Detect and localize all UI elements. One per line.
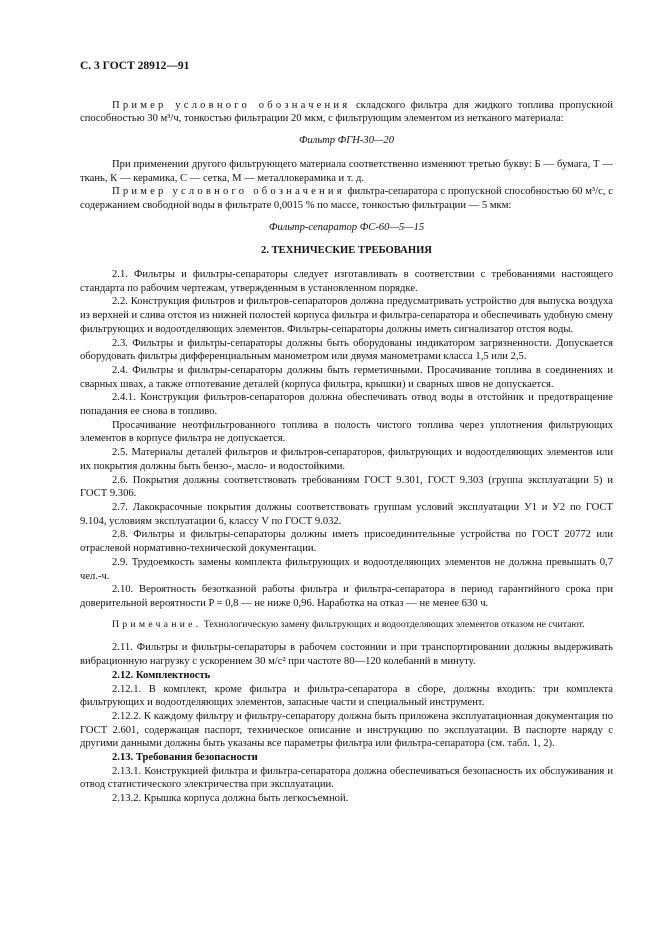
clause-2-8: 2.8. Фильтры и фильтры-сепараторы должны иметь присоединительные устройства по ГОСТ 20772 или отраслевой нормативно-технической документации. (80, 529, 613, 555)
designation-formula: Фильтр ФГН-30—20 (298, 135, 395, 147)
example-lead: Пример условного обозначения (112, 99, 351, 111)
clause-2-11: 2.11. Фильтры и фильтры-сепараторы в рабочем состоянии и при транспортировании должны выдерживать вибрационную нагрузку с ускорением 30 м/с² при частоте 80—120 колебаний в минуту. (80, 642, 613, 668)
clause-2-13-2: 2.13.2. Крышка корпуса должна быть легкосъемной. (112, 793, 349, 805)
clause-2-5: 2.5. Материалы деталей фильтров и фильтров-сепараторов, фильтрующих и водоотделяющих элементов или их покрытия должны быть бензо-, масло- и водостойкими. (80, 447, 613, 472)
clause-2-1: 2.1. Фильтры и фильтры-сепараторы следует изготавливать в соответствии с требованиями настоящего стандарта по рабочим чертежам, утвержденным в установленном порядке. (80, 269, 613, 294)
subsection-title-completeness: 2.12. Комплектность (112, 669, 211, 681)
section-title: 2. ТЕХНИЧЕСКИЕ ТРЕБОВАНИЯ (261, 245, 432, 257)
example-text: складского фильтра для жидкого топлива пропускной способностью 30 м³/ч, тонкостью фильтрации 20 мкм, с фильтрующим элементом из нетканого материала: (80, 99, 613, 125)
clause-2-12-2: 2.12.2. К каждому фильтру и фильтру-сепаратору должна быть приложена эксплуатационная документация по ГОСТ 2.601, содержащая паспорт, техническое описание и инструкцию по эксплуатации. В паспорте наряду с другими данными должны быть указаны все параметры фильтра или фильтра-сепаратора (см. табл. 1, 2). (80, 710, 613, 750)
note (80, 619, 613, 632)
clause-2-4-1: 2.4.1. Конструкция фильтров-сепараторов должна обеспечивать отвод воды в отстойник и предотвращение попадания ее снова в топливо. (80, 392, 613, 418)
paragraph-other-material: При применении другого фильтрующего материала соответственно изменяют третью букву: Б — бумага, Т — ткань, К — керамика, С — сетка, М — металлокерамика и т. д. (80, 158, 613, 184)
page-header: С. 3 ГОСТ 28912—91 (80, 60, 190, 72)
example-paragraph-2 (80, 185, 613, 212)
clause-2-13-1: 2.13.1. Конструкцией фильтра и фильтра-сепаратора должна обеспечиваться безопасность их обслуживания и отвод статистического электричества при эксплуатации. (80, 765, 613, 791)
example-text: фильтра-сепаратора с пропускной способностью 60 м³/с, с содержанием свободной воды в фильтрате 0,0015 % по массе, тонкостью фильтрации — 5 мкм: (80, 186, 613, 211)
clause-2-3: 2.3. Фильтры и фильтры-сепараторы должны быть оборудованы индикатором загрязненности. Допускается оборудовать фильтры дифференциальным манометром или двумя манометрами класса 1,5 или 2,5. (80, 337, 613, 363)
clause-2-4-1-continuation: Просачивание неотфильтрованного топлива в полость чистого топлива через уплотнения фильтрующих элементов в корпусе фильтра не допускается. (80, 419, 613, 445)
subsection-title-safety: 2.13. Требования безопасности (112, 752, 258, 764)
clause-2-2: 2.2. Конструкция фильтров и фильтров-сепараторов должна предусматривать устройство для выпуска воздуха из верхней и слива отстоя из нижней полостей корпуса фильтра и фильтра-сепаратора и обеспечивать удобную смену фильтрующих и водоотделяющих элементов. Фильтры-сепараторы должны иметь сигнализатор отстоя воды. (80, 296, 613, 335)
example-paragraph-1 (80, 99, 613, 126)
document-page (80, 60, 613, 806)
clause-2-6: 2.6. Покрытия должны соответствовать требованиям ГОСТ 9.301, ГОСТ 9.303 (группа эксплуатации 5) и ГОСТ 9.306. (80, 474, 613, 500)
clause-2-10: 2.10. Вероятность безотказной работы фильтра и фильтра-сепаратора в период гарантийного срока при доверительной вероятности P = 0,8 — не ниже 0,96. Наработка на отказ — не менее 630 ч. (80, 584, 613, 609)
designation-formula: Фильтр-сепаратор ФС-60—5—15 (268, 221, 425, 233)
clause-2-9: 2.9. Трудоемкость замены комплекта фильтрующих и водоотделяющих элементов не должна превышать 0,7 чел.-ч. (80, 556, 613, 582)
clause-2-12-1: 2.12.1. В комплект, кроме фильтра и фильтра-сепаратора в сборе, должны входить: три комплекта фильтрующих и водоотделяющих элементов, запасные части и специальный инструмент. (80, 683, 613, 709)
note-label: Примечание. (112, 618, 202, 630)
example-lead: Пример условного обозначения (112, 186, 345, 198)
note-text: Технологическую замену фильтрующих и водоотделяющих элементов отказом не считают. (201, 618, 585, 630)
clause-2-7: 2.7. Лакокрасочные покрытия должны соответствовать группам условий эксплуатации У1 и У2 по ГОСТ 9.104, условиям эксплуатации 6, классу V по ГОСТ 9.032. (80, 501, 613, 527)
clause-2-4: 2.4. Фильтры и фильтры-сепараторы должны быть герметичными. Просачивание топлива в соединениях и сварных швах, а также отпотевание деталей (корпуса фильтра, крышки) и сварных швов не допускается. (80, 364, 613, 390)
